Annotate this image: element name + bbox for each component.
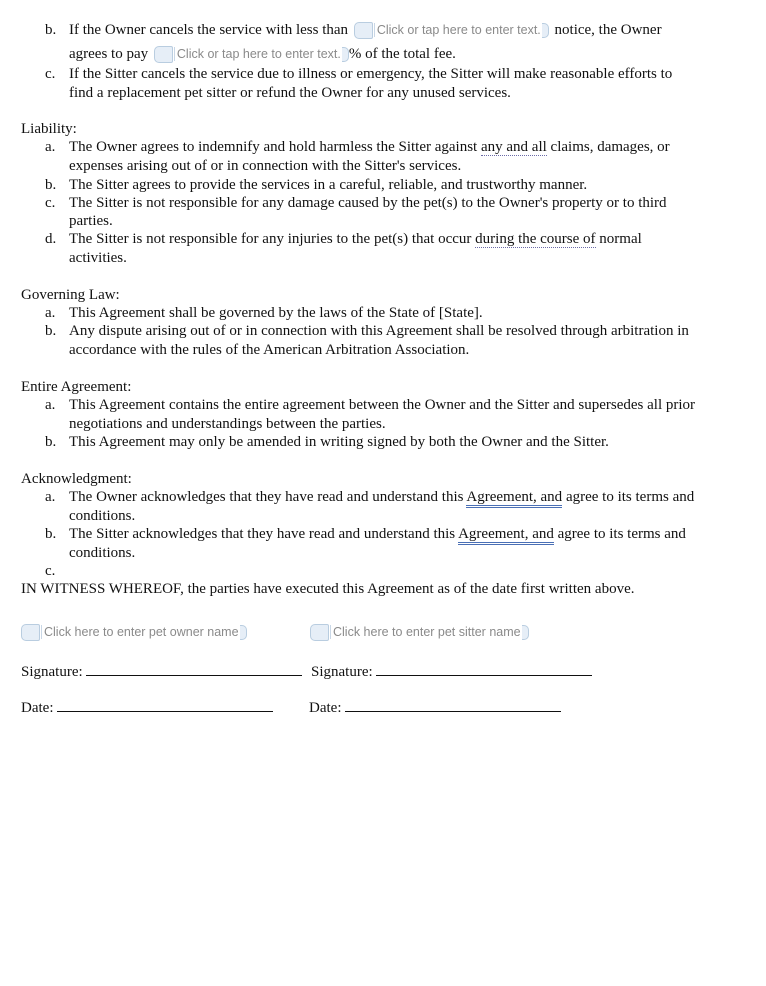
owner-date-row: [21, 697, 273, 715]
list-marker: b.: [45, 323, 57, 339]
placeholder-text: Click or tap here to enter text.: [174, 47, 341, 61]
placeholder-text: Click here to enter pet owner name: [41, 625, 239, 639]
text: The Owner acknowledges that they have read and understand this: [69, 489, 464, 505]
signature-label: Signature:: [311, 664, 373, 680]
placeholder-text: Click or tap here to enter text.: [374, 23, 541, 37]
text-line: expenses arising out of or in connection with the Sitter's services.: [69, 158, 462, 174]
text-line: find a replacement pet sitter or refund the Owner for any unused services.: [69, 85, 511, 101]
sitter-date-line[interactable]: [345, 697, 561, 712]
list-marker: a.: [45, 397, 56, 413]
sitter-date-row: [309, 697, 561, 715]
owner-signature-row: [21, 661, 302, 679]
list-marker: a.: [45, 305, 56, 321]
list-marker: a.: [45, 489, 56, 505]
text-line: The Sitter is not responsible for any damage caused by the pet(s) to the Owner's property or to third: [69, 195, 667, 211]
list-marker: b.: [45, 526, 57, 542]
grammar-flag[interactable]: during the course of: [475, 231, 596, 247]
list-marker: d.: [45, 231, 57, 247]
list-marker: b.: [45, 177, 57, 193]
grammar-flag[interactable]: Agreement, and: [458, 526, 554, 545]
text: notice, the Owner: [554, 22, 662, 38]
text: normal: [599, 231, 642, 247]
text-line: Any dispute arising out of or in connection with this Agreement shall be resolved through arbitration in: [69, 323, 689, 339]
list-marker: c.: [45, 195, 56, 211]
list-marker: b.: [45, 22, 57, 38]
text-line: conditions.: [69, 508, 136, 524]
signature-label: Signature:: [21, 664, 83, 680]
section-heading-entire-agreement: Entire Agreement:: [21, 379, 132, 395]
text: agree to its terms and: [557, 526, 686, 542]
text: The Sitter acknowledges that they have read and understand this: [69, 526, 456, 542]
notice-period-field[interactable]: [354, 22, 549, 39]
witness-statement: IN WITNESS WHEREOF, the parties have executed this Agreement as of the date first written above.: [21, 581, 635, 597]
section-heading-acknowledgment: Acknowledgment:: [21, 471, 132, 487]
text-line: This Agreement contains the entire agreement between the Owner and the Sitter and supersedes all prior: [69, 397, 696, 413]
sitter-signature-row: [311, 661, 592, 679]
text-line: parties.: [69, 213, 113, 229]
grammar-flag[interactable]: any and all: [480, 139, 547, 155]
text: claims, damages, or: [550, 139, 670, 155]
date-label: Date:: [309, 700, 342, 716]
text-line: activities.: [69, 250, 127, 266]
text-line: accordance with the rules of the American Arbitration Association.: [69, 342, 470, 358]
date-label: Date:: [21, 700, 54, 716]
text: The Owner agrees to indemnify and hold harmless the Sitter against: [69, 139, 478, 155]
list-marker: a.: [45, 139, 56, 155]
text-line: conditions.: [69, 545, 136, 561]
cancellation-b-line2: [69, 45, 456, 63]
text-line: negotiations and understandings between the parties.: [69, 416, 386, 432]
section-heading-liability: Liability:: [21, 121, 77, 137]
grammar-flag[interactable]: Agreement, and: [466, 489, 562, 508]
text-line: This Agreement shall be governed by the laws of the State of [State].: [69, 305, 483, 321]
owner-date-line[interactable]: [57, 697, 273, 712]
text: % of the total fee.: [348, 46, 456, 62]
list-marker: b.: [45, 434, 57, 450]
placeholder-text: Click here to enter pet sitter name: [330, 625, 521, 639]
text-line: [69, 230, 642, 248]
text: agrees to pay: [69, 46, 149, 62]
text: agree to its terms and: [565, 489, 695, 505]
text-line: This Agreement may only be amended in writing signed by both the Owner and the Sitter.: [69, 434, 609, 450]
sitter-signature-line[interactable]: [376, 661, 592, 676]
section-heading-governing-law: Governing Law:: [21, 287, 120, 303]
owner-signature-line[interactable]: [86, 661, 302, 676]
text-line: If the Sitter cancels the service due to illness or emergency, the Sitter will make reasonable efforts to: [69, 66, 673, 82]
text: If the Owner cancels the service with less than: [69, 22, 349, 38]
text-line: [69, 525, 686, 543]
text-line: [69, 488, 694, 506]
text-line: [69, 138, 670, 156]
text-line: The Sitter agrees to provide the services in a careful, reliable, and trustworthy manner.: [69, 177, 588, 193]
text: The Sitter is not responsible for any injuries to the pet(s) that occur: [69, 231, 472, 247]
list-marker: c.: [45, 66, 56, 82]
list-marker: c.: [45, 563, 56, 579]
cancellation-b-line1: [69, 21, 662, 39]
sitter-name-field[interactable]: [310, 624, 529, 641]
owner-name-field[interactable]: [21, 624, 247, 641]
fee-percent-field[interactable]: [154, 46, 349, 63]
